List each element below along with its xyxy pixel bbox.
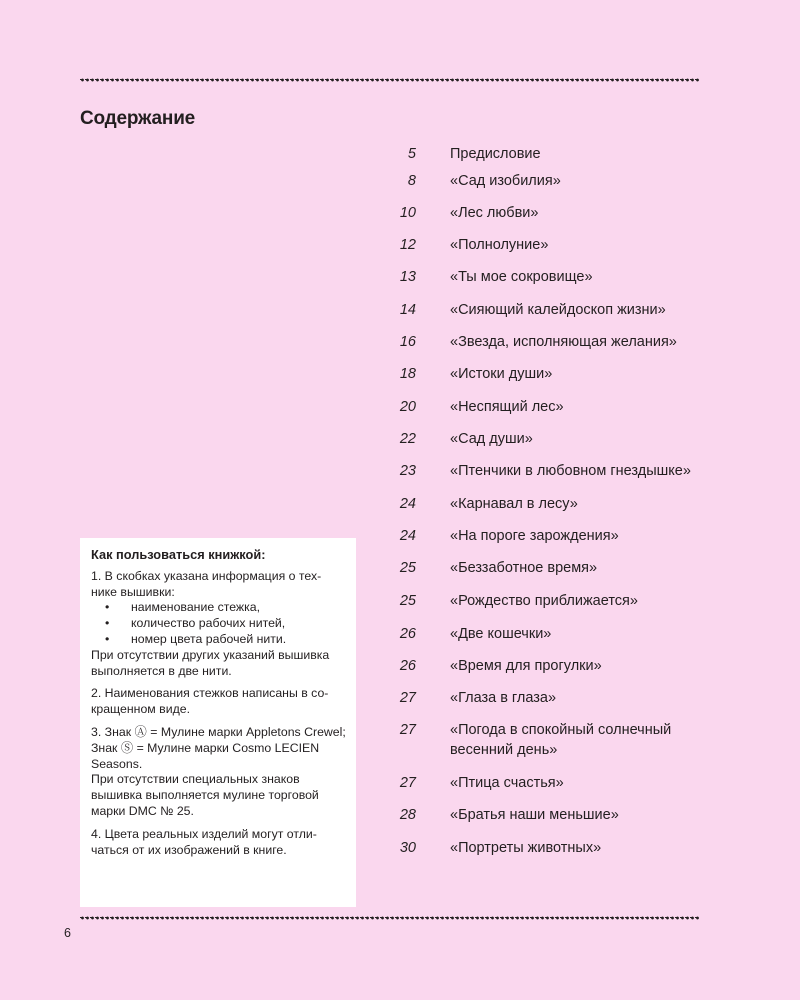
toc-title: Предисловие	[450, 146, 541, 162]
toc-title: «Сад изобилия»	[450, 173, 561, 189]
howto-bullet-list	[91, 600, 346, 647]
howto-paragraph-2: 2. Наименования стежков написаны в со-кращенном виде.	[91, 686, 329, 717]
toc-title: «Неспящий лес»	[450, 399, 564, 415]
toc-page-number: 25	[399, 560, 416, 576]
toc-page-number: 20	[399, 399, 416, 415]
toc-page-number: 26	[399, 658, 416, 674]
howto-paragraph-3a: 3. Знак Ⓐ = Мулине марки Appletons Crewel;	[91, 724, 346, 739]
toc-title: «Полнолуние»	[450, 237, 549, 253]
toc-page-number: 8	[407, 173, 416, 189]
toc-page-number: 27	[399, 722, 416, 738]
toc-page-number: 27	[399, 690, 416, 706]
toc-title: «Сад души»	[450, 431, 533, 447]
howto-paragraph-4: 4. Цвета реальных изделий могут отли-чаться от их изображений в книге.	[91, 826, 317, 857]
how-to-use-box	[80, 538, 356, 907]
toc-page-number: 24	[399, 528, 416, 544]
toc-page-number: 25	[399, 593, 416, 609]
toc-page-number: 30	[399, 840, 416, 856]
toc-title: «Время для прогулки»	[450, 658, 602, 674]
toc-title: «Птица счастья»	[450, 775, 564, 791]
toc-title: «Сияющий калейдоскоп жизни»	[450, 302, 666, 318]
toc-title: «Птенчики в любовном гнездышке»	[450, 463, 691, 479]
toc-page-number: 18	[399, 366, 416, 382]
toc-title: «Карнавал в лесу»	[450, 496, 578, 512]
toc-page-number: 24	[399, 496, 416, 512]
toc-title: «Портреты животных»	[450, 840, 602, 856]
toc-title: «Лес любви»	[450, 205, 539, 221]
toc-page-number: 10	[399, 205, 416, 221]
howto-paragraph-1-note: При отсутствии других указаний вышивка выполняется в две нити.	[91, 647, 330, 678]
howto-paragraph-3b: Знак Ⓢ = Мулине марки Cosmo LECIEN Seasons.	[91, 740, 320, 771]
toc-title: «Беззаботное время»	[450, 560, 598, 576]
toc-page-number: 23	[399, 463, 416, 479]
bottom-dotted-rule	[80, 915, 700, 921]
toc-title: «Рождество приближается»	[450, 593, 638, 609]
toc-title: «Глаза в глаза»	[450, 690, 557, 706]
toc-title: «На пороге зарождения»	[450, 528, 619, 544]
how-to-use-title: Как пользоваться книжкой:	[91, 547, 266, 562]
list-item: • наименование стежка,	[91, 600, 346, 616]
toc-page-number: 28	[399, 807, 416, 823]
page-number: 6	[64, 926, 71, 940]
list-item: • номер цвета рабочей нити.	[91, 632, 346, 648]
toc-page-number: 22	[399, 431, 416, 447]
toc-title: «Погода в спокойный солнечный весенний день»	[450, 722, 672, 758]
toc-page-number: 16	[399, 334, 416, 350]
toc-page-number: 13	[399, 269, 416, 285]
toc-title: «Истоки души»	[450, 366, 553, 382]
toc-title: «Братья наши меньшие»	[450, 807, 619, 823]
toc-title: «Две кошечки»	[450, 626, 552, 642]
howto-paragraph-1: 1. В скобках указана информация о тех-нике вышивки:	[91, 568, 322, 599]
toc-page-number: 14	[399, 302, 416, 318]
toc-page-number: 27	[399, 775, 416, 791]
page-title: Содержание	[80, 108, 196, 129]
top-dotted-rule	[80, 77, 700, 83]
toc-title: «Ты мое сокровище»	[450, 269, 593, 285]
toc-page-number: 5	[407, 146, 416, 162]
list-item: • количество рабочих нитей,	[91, 616, 346, 632]
toc-page-number: 26	[399, 626, 416, 642]
toc-page-number: 12	[399, 237, 416, 253]
toc-title: «Звезда, исполняющая желания»	[450, 334, 677, 350]
howto-paragraph-3c: При отсутствии специальных знаков вышивка выполняется мулине торговой марки DMC № 25.	[91, 772, 319, 818]
